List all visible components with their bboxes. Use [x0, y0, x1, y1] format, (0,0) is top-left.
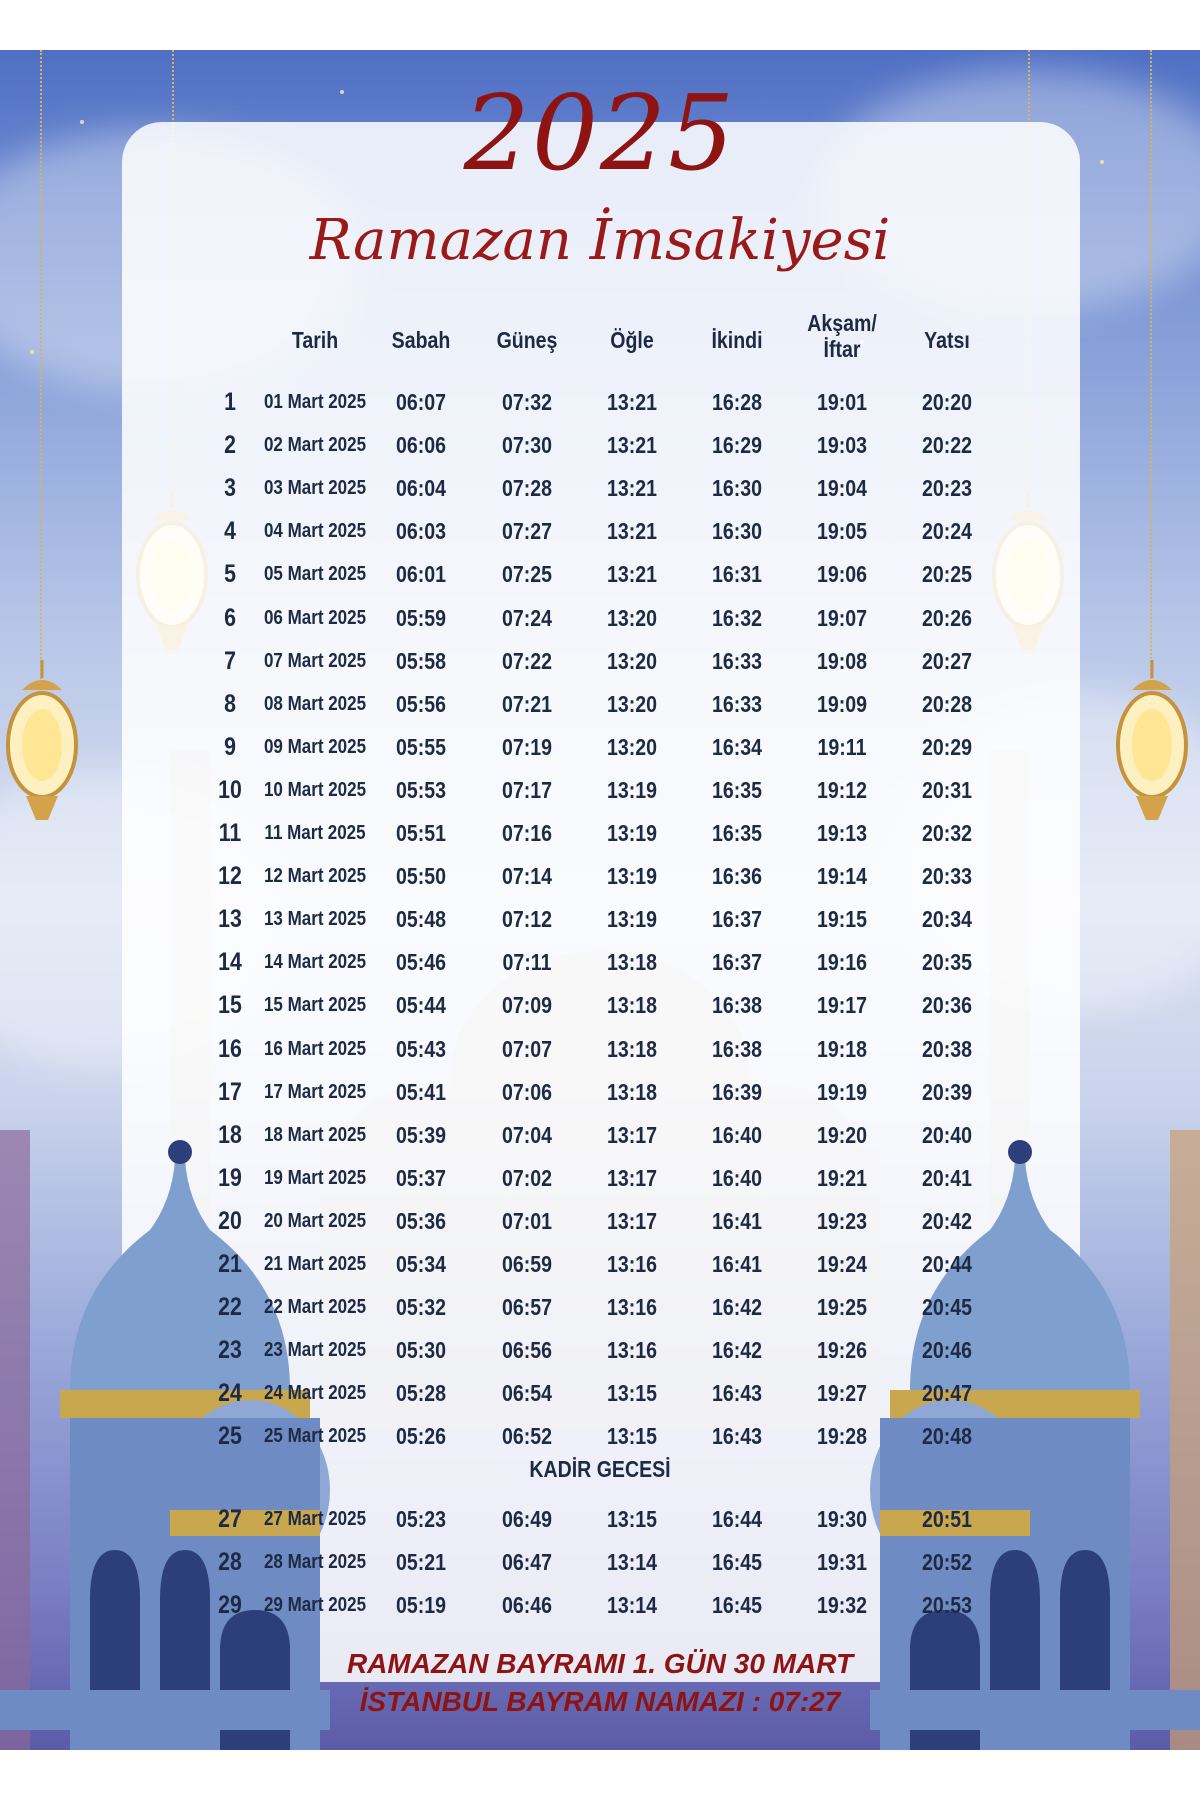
cell-tarih: 18 Mart 2025 — [263, 1124, 367, 1146]
cell-aksam-iftar: 19:25 — [816, 1294, 867, 1320]
cell-yatsi: 20:42 — [921, 1208, 972, 1234]
cell-yatsi: 20:51 — [921, 1506, 972, 1532]
cell-ikindi: 16:45 — [711, 1592, 762, 1618]
cell-ikindi: 16:38 — [711, 992, 762, 1018]
cell-index: 9 — [224, 733, 236, 761]
cell-aksam-iftar: 19:17 — [816, 992, 867, 1018]
cell-tarih: 13 Mart 2025 — [263, 908, 367, 930]
cell-aksam-iftar: 19:16 — [816, 949, 867, 975]
table-row — [0, 641, 1200, 681]
cell-sabah: 05:58 — [395, 648, 446, 674]
cell-ogle: 13:17 — [606, 1165, 657, 1191]
page-title: Ramazan İmsakiyesi — [309, 208, 891, 273]
cell-yatsi: 20:36 — [921, 992, 972, 1018]
cell-ikindi: 16:32 — [711, 605, 762, 631]
cell-yatsi: 20:20 — [921, 389, 972, 415]
table-row — [0, 1115, 1200, 1155]
cell-aksam-iftar: 19:23 — [816, 1208, 867, 1234]
cell-gunes: 07:30 — [501, 432, 552, 458]
cell-index: 3 — [224, 474, 236, 502]
cell-index: 28 — [218, 1548, 242, 1576]
cell-aksam-iftar: 19:11 — [817, 734, 867, 760]
table-row — [0, 770, 1200, 810]
cell-index: 20 — [218, 1207, 242, 1235]
cell-tarih: 24 Mart 2025 — [263, 1382, 367, 1404]
cell-sabah: 05:32 — [395, 1294, 446, 1320]
cell-aksam-iftar: 19:30 — [816, 1506, 867, 1532]
cell-sabah: 05:55 — [395, 734, 446, 760]
cell-aksam-iftar: 19:14 — [816, 863, 867, 889]
table-row — [0, 1416, 1200, 1456]
cell-ikindi: 16:42 — [711, 1294, 762, 1320]
column-header-ogle: Öğle — [610, 327, 654, 353]
cell-gunes: 07:07 — [501, 1036, 552, 1062]
cell-aksam-iftar: 19:12 — [816, 777, 867, 803]
cell-tarih: 19 Mart 2025 — [263, 1167, 367, 1189]
cell-yatsi: 20:41 — [921, 1165, 972, 1191]
cell-aksam-iftar: 19:15 — [816, 906, 867, 932]
cell-yatsi: 20:35 — [921, 949, 972, 975]
cell-tarih: 11 Mart 2025 — [264, 822, 366, 844]
table-row — [0, 942, 1200, 982]
cell-gunes: 07:25 — [501, 561, 552, 587]
cell-sabah: 06:03 — [395, 518, 446, 544]
cell-ogle: 13:15 — [606, 1506, 657, 1532]
cell-tarih: 03 Mart 2025 — [263, 477, 367, 499]
cell-gunes: 07:19 — [501, 734, 552, 760]
cell-tarih: 09 Mart 2025 — [263, 736, 367, 758]
cell-sabah: 06:06 — [395, 432, 446, 458]
footer-bayram-date: RAMAZAN BAYRAMI 1. GÜN 30 MART — [346, 1648, 854, 1679]
cell-ogle: 13:21 — [606, 432, 657, 458]
cell-ogle: 13:14 — [606, 1592, 657, 1618]
cell-ogle: 13:16 — [606, 1251, 657, 1277]
cell-ogle: 13:20 — [606, 691, 657, 717]
cell-gunes: 06:56 — [501, 1337, 552, 1363]
cell-index: 29 — [218, 1591, 242, 1619]
cell-tarih: 28 Mart 2025 — [263, 1551, 367, 1573]
cell-index: 11 — [218, 819, 242, 847]
cell-ogle: 13:18 — [606, 1036, 657, 1062]
cell-sabah: 05:51 — [395, 820, 446, 846]
table-row — [0, 1330, 1200, 1370]
cell-yatsi: 20:44 — [921, 1251, 972, 1277]
cell-aksam-iftar: 19:07 — [816, 605, 867, 631]
cell-ikindi: 16:30 — [711, 518, 762, 544]
cell-ikindi: 16:37 — [711, 906, 762, 932]
cell-tarih: 01 Mart 2025 — [263, 391, 367, 413]
cell-tarih: 07 Mart 2025 — [263, 650, 367, 672]
cell-ogle: 13:15 — [606, 1423, 657, 1449]
cell-sabah: 05:59 — [395, 605, 446, 631]
cell-ikindi: 16:37 — [711, 949, 762, 975]
cell-sabah: 05:21 — [395, 1549, 446, 1575]
cell-index: 21 — [218, 1250, 242, 1278]
cell-gunes: 07:14 — [501, 863, 552, 889]
cell-tarih: 23 Mart 2025 — [263, 1339, 367, 1361]
cell-tarih: 17 Mart 2025 — [263, 1081, 367, 1103]
cell-ogle: 13:21 — [606, 475, 657, 501]
cell-yatsi: 20:23 — [921, 475, 972, 501]
cell-sabah: 05:23 — [395, 1506, 446, 1532]
cell-ikindi: 16:43 — [711, 1423, 762, 1449]
cell-aksam-iftar: 19:19 — [816, 1079, 867, 1105]
cell-gunes: 07:01 — [501, 1208, 552, 1234]
cell-gunes: 06:52 — [501, 1423, 552, 1449]
column-header-aksam-iftar: Akşam/ İftar — [807, 310, 877, 362]
cell-ogle: 13:18 — [606, 992, 657, 1018]
cell-sabah: 05:46 — [395, 949, 446, 975]
cell-tarih: 10 Mart 2025 — [263, 779, 367, 801]
cell-aksam-iftar: 19:01 — [816, 389, 867, 415]
cell-index: 18 — [218, 1121, 242, 1149]
cell-yatsi: 20:29 — [921, 734, 972, 760]
cell-ogle: 13:19 — [606, 820, 657, 846]
cell-index: 24 — [218, 1379, 242, 1407]
table-row — [0, 1542, 1200, 1582]
cell-tarih: 12 Mart 2025 — [263, 865, 367, 887]
cell-aksam-iftar: 19:13 — [816, 820, 867, 846]
cell-sabah: 05:53 — [395, 777, 446, 803]
cell-yatsi: 20:24 — [921, 518, 972, 544]
table-row — [0, 1201, 1200, 1241]
table-row — [0, 1072, 1200, 1112]
cell-ogle: 13:21 — [606, 561, 657, 587]
column-header-tarih: Tarih — [291, 327, 339, 353]
cell-index: 17 — [218, 1078, 242, 1106]
table-row — [0, 1029, 1200, 1069]
cell-sabah: 05:26 — [395, 1423, 446, 1449]
cell-gunes: 06:47 — [501, 1549, 552, 1575]
cell-gunes: 07:06 — [501, 1079, 552, 1105]
cell-aksam-iftar: 19:18 — [816, 1036, 867, 1062]
table-row — [0, 554, 1200, 594]
cell-gunes: 07:27 — [501, 518, 552, 544]
cell-aksam-iftar: 19:24 — [816, 1251, 867, 1277]
cell-ikindi: 16:38 — [711, 1036, 762, 1062]
cell-ogle: 13:18 — [606, 949, 657, 975]
cell-sabah: 05:39 — [395, 1122, 446, 1148]
cell-tarih: 16 Mart 2025 — [263, 1038, 367, 1060]
cell-gunes: 07:22 — [501, 648, 552, 674]
cell-aksam-iftar: 19:26 — [816, 1337, 867, 1363]
table-row — [0, 684, 1200, 724]
cell-ikindi: 16:36 — [711, 863, 762, 889]
cell-yatsi: 20:22 — [921, 432, 972, 458]
cell-ogle: 13:16 — [606, 1294, 657, 1320]
cell-yatsi: 20:26 — [921, 605, 972, 631]
cell-gunes: 07:02 — [501, 1165, 552, 1191]
cell-index: 4 — [224, 517, 236, 545]
year-heading: 2025 — [463, 72, 737, 194]
cell-tarih: 29 Mart 2025 — [263, 1594, 367, 1616]
cell-ikindi: 16:45 — [711, 1549, 762, 1575]
cell-aksam-iftar: 19:03 — [816, 432, 867, 458]
table-row — [0, 1585, 1200, 1625]
cell-sabah: 05:19 — [395, 1592, 446, 1618]
cell-ikindi: 16:41 — [711, 1208, 762, 1234]
cell-gunes: 07:21 — [501, 691, 552, 717]
cell-index: 5 — [224, 560, 236, 588]
cell-yatsi: 20:47 — [921, 1380, 972, 1406]
table-row — [0, 1287, 1200, 1327]
cell-tarih: 21 Mart 2025 — [263, 1253, 367, 1275]
cell-yatsi: 20:31 — [921, 777, 972, 803]
cell-ikindi: 16:43 — [711, 1380, 762, 1406]
cell-sabah: 05:41 — [395, 1079, 446, 1105]
cell-ogle: 13:15 — [606, 1380, 657, 1406]
cell-aksam-iftar: 19:08 — [816, 648, 867, 674]
cell-yatsi: 20:53 — [921, 1592, 972, 1618]
cell-sabah: 06:04 — [395, 475, 446, 501]
cell-gunes: 07:11 — [502, 949, 552, 975]
cell-aksam-iftar: 19:31 — [816, 1549, 867, 1575]
cell-ogle: 13:17 — [606, 1208, 657, 1234]
cell-ikindi: 16:41 — [711, 1251, 762, 1277]
cell-sabah: 05:56 — [395, 691, 446, 717]
cell-aksam-iftar: 19:27 — [816, 1380, 867, 1406]
cell-index: 8 — [224, 690, 236, 718]
cell-sabah: 05:43 — [395, 1036, 446, 1062]
cell-ikindi: 16:40 — [711, 1165, 762, 1191]
cell-aksam-iftar: 19:20 — [816, 1122, 867, 1148]
cell-ikindi: 16:31 — [711, 561, 762, 587]
cell-gunes: 07:32 — [501, 389, 552, 415]
cell-index: 16 — [218, 1035, 242, 1063]
cell-index: 13 — [218, 905, 242, 933]
cell-tarih: 27 Mart 2025 — [263, 1508, 367, 1530]
cell-aksam-iftar: 19:28 — [816, 1423, 867, 1449]
column-header-sabah: Sabah — [391, 327, 451, 353]
cell-yatsi: 20:38 — [921, 1036, 972, 1062]
cell-yatsi: 20:45 — [921, 1294, 972, 1320]
cell-gunes: 06:54 — [501, 1380, 552, 1406]
cell-sabah: 05:48 — [395, 906, 446, 932]
column-header-gunes: Güneş — [496, 327, 558, 353]
cell-gunes: 07:12 — [501, 906, 552, 932]
cell-tarih: 15 Mart 2025 — [263, 994, 367, 1016]
table-row — [0, 598, 1200, 638]
cell-gunes: 06:59 — [501, 1251, 552, 1277]
cell-gunes: 07:24 — [501, 605, 552, 631]
cell-tarih: 05 Mart 2025 — [263, 563, 367, 585]
cell-index: 15 — [218, 991, 242, 1019]
cell-aksam-iftar: 19:06 — [816, 561, 867, 587]
cell-ikindi: 16:33 — [711, 648, 762, 674]
cell-sabah: 06:01 — [395, 561, 446, 587]
cell-index: 23 — [218, 1336, 242, 1364]
cell-ikindi: 16:29 — [711, 432, 762, 458]
table-row — [0, 856, 1200, 896]
cell-ogle: 13:14 — [606, 1549, 657, 1575]
cell-ikindi: 16:35 — [711, 777, 762, 803]
kadir-gecesi-label: KADİR GECESİ — [529, 1456, 671, 1482]
cell-ogle: 13:21 — [606, 518, 657, 544]
column-header-yatsi: Yatsı — [924, 327, 970, 353]
cell-yatsi: 20:32 — [921, 820, 972, 846]
cell-ikindi: 16:34 — [711, 734, 762, 760]
footer-bayram-namazi: İSTANBUL BAYRAM NAMAZI : 07:27 — [359, 1686, 841, 1717]
cell-ikindi: 16:30 — [711, 475, 762, 501]
cell-aksam-iftar: 19:32 — [816, 1592, 867, 1618]
cell-tarih: 04 Mart 2025 — [263, 520, 367, 542]
cell-yatsi: 20:33 — [921, 863, 972, 889]
cell-tarih: 02 Mart 2025 — [263, 434, 367, 456]
cell-index: 6 — [224, 604, 236, 632]
cell-ogle: 13:19 — [606, 906, 657, 932]
cell-ikindi: 16:28 — [711, 389, 762, 415]
cell-ikindi: 16:33 — [711, 691, 762, 717]
cell-ogle: 13:17 — [606, 1122, 657, 1148]
cell-ogle: 13:16 — [606, 1337, 657, 1363]
cell-gunes: 06:57 — [501, 1294, 552, 1320]
cell-yatsi: 20:27 — [921, 648, 972, 674]
table-row — [0, 1244, 1200, 1284]
cell-sabah: 05:37 — [395, 1165, 446, 1191]
cell-yatsi: 20:28 — [921, 691, 972, 717]
cell-aksam-iftar: 19:21 — [816, 1165, 867, 1191]
cell-tarih: 14 Mart 2025 — [263, 951, 367, 973]
cell-gunes: 07:04 — [501, 1122, 552, 1148]
cell-yatsi: 20:48 — [921, 1423, 972, 1449]
cell-index: 27 — [218, 1505, 242, 1533]
cell-sabah: 05:34 — [395, 1251, 446, 1277]
cell-gunes: 06:49 — [501, 1506, 552, 1532]
table-row — [0, 1499, 1200, 1539]
cell-sabah: 06:07 — [395, 389, 446, 415]
cell-yatsi: 20:39 — [921, 1079, 972, 1105]
cell-index: 22 — [218, 1293, 242, 1321]
cell-index: 25 — [218, 1422, 242, 1450]
cell-tarih: 20 Mart 2025 — [263, 1210, 367, 1232]
cell-gunes: 07:16 — [501, 820, 552, 846]
cell-sabah: 05:50 — [395, 863, 446, 889]
cell-index: 2 — [224, 431, 236, 459]
table-row — [0, 985, 1200, 1025]
cell-ikindi: 16:42 — [711, 1337, 762, 1363]
table-row — [0, 813, 1200, 853]
cell-index: 12 — [218, 862, 242, 890]
cell-aksam-iftar: 19:09 — [816, 691, 867, 717]
cell-ikindi: 16:35 — [711, 820, 762, 846]
cell-sabah: 05:36 — [395, 1208, 446, 1234]
cell-gunes: 07:17 — [501, 777, 552, 803]
table-row — [0, 382, 1200, 422]
table-row — [0, 1158, 1200, 1198]
table-row — [0, 425, 1200, 465]
cell-index: 14 — [218, 948, 242, 976]
cell-sabah: 05:30 — [395, 1337, 446, 1363]
cell-sabah: 05:44 — [395, 992, 446, 1018]
cell-tarih: 25 Mart 2025 — [263, 1425, 367, 1447]
cell-sabah: 05:28 — [395, 1380, 446, 1406]
cell-yatsi: 20:40 — [921, 1122, 972, 1148]
cell-tarih: 22 Mart 2025 — [263, 1296, 367, 1318]
cell-tarih: 06 Mart 2025 — [263, 607, 367, 629]
cell-tarih: 08 Mart 2025 — [263, 693, 367, 715]
table-row — [0, 511, 1200, 551]
table-row — [0, 899, 1200, 939]
cell-ogle: 13:20 — [606, 605, 657, 631]
cell-ikindi: 16:40 — [711, 1122, 762, 1148]
cell-yatsi: 20:52 — [921, 1549, 972, 1575]
cell-yatsi: 20:34 — [921, 906, 972, 932]
table-row — [0, 727, 1200, 767]
cell-index: 1 — [224, 388, 236, 416]
cell-gunes: 07:09 — [501, 992, 552, 1018]
cell-index: 7 — [224, 647, 236, 675]
cell-yatsi: 20:46 — [921, 1337, 972, 1363]
cell-ogle: 13:18 — [606, 1079, 657, 1105]
table-row — [0, 468, 1200, 508]
cell-index: 10 — [218, 776, 242, 804]
cell-yatsi: 20:25 — [921, 561, 972, 587]
cell-gunes: 06:46 — [501, 1592, 552, 1618]
cell-ogle: 13:19 — [606, 777, 657, 803]
cell-index: 19 — [218, 1164, 242, 1192]
cell-aksam-iftar: 19:04 — [816, 475, 867, 501]
cell-ikindi: 16:44 — [711, 1506, 762, 1532]
cell-gunes: 07:28 — [501, 475, 552, 501]
cell-ogle: 13:20 — [606, 734, 657, 760]
cell-aksam-iftar: 19:05 — [816, 518, 867, 544]
cell-ogle: 13:20 — [606, 648, 657, 674]
cell-ogle: 13:21 — [606, 389, 657, 415]
column-header-ikindi: İkindi — [711, 327, 763, 353]
cell-ogle: 13:19 — [606, 863, 657, 889]
cell-ikindi: 16:39 — [711, 1079, 762, 1105]
table-row — [0, 1373, 1200, 1413]
